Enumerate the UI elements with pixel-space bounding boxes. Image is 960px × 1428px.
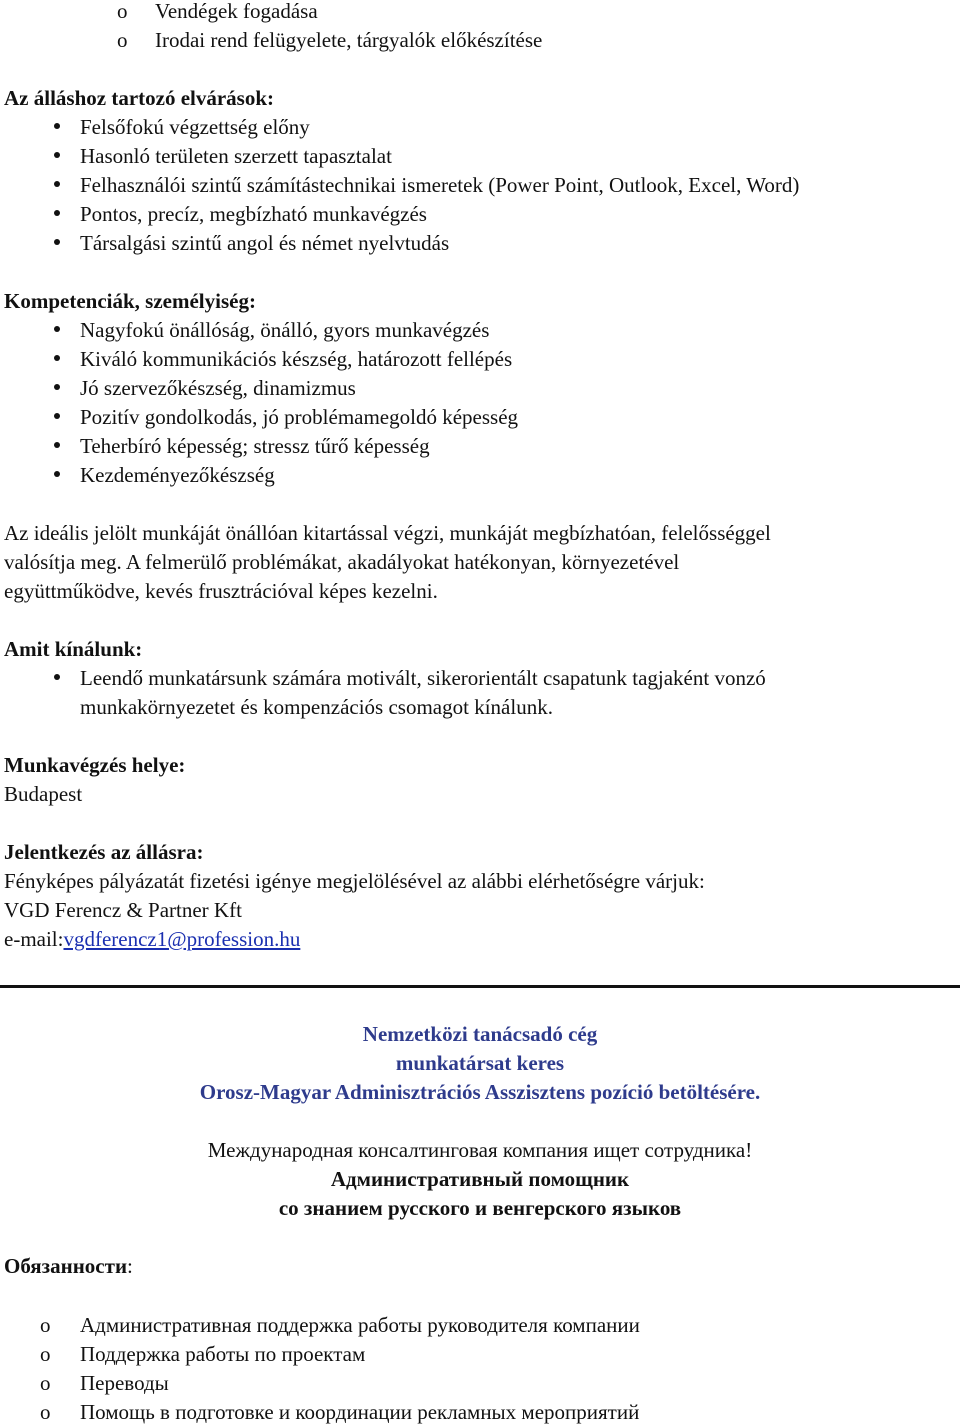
email-label: e-mail: (4, 927, 64, 951)
bullet-icon (54, 413, 60, 419)
paragraph-line: együttműködve, kevés frusztrációval képes kezelni. (4, 579, 438, 603)
list-marker: o (40, 1313, 51, 1337)
bullet-icon (54, 442, 60, 448)
bullet-icon (54, 326, 60, 332)
list-item: Административная поддержка работы руководителя компании (80, 1313, 640, 1337)
apply-heading: Jelentkezés az állásra: (4, 840, 204, 864)
duties-heading: Обязанности (4, 1254, 128, 1278)
list-item: Поддержка работы по проектам (80, 1342, 366, 1366)
ru-intro: Международная консалтинговая компания ищет сотрудника! (207, 1138, 753, 1162)
ad-title-line: munkatársat keres (395, 1051, 565, 1075)
offer-heading: Amit kínálunk: (4, 637, 143, 661)
list-item: Jó szervezőkészség, dinamizmus (80, 376, 356, 400)
company-name: VGD Ferencz & Partner Kft (4, 898, 242, 922)
ad-title-line: Nemzetközi tanácsadó cég (362, 1022, 598, 1046)
location-heading: Munkavégzés helye: (4, 753, 186, 777)
apply-text: Fényképes pályázatát fizetési igénye megjelölésével az alábbi elérhetőségre várjuk: (4, 869, 705, 893)
list-item: Felhasználói szintű számítástechnikai ismeretek (Power Point, Outlook, Excel, Word) (80, 173, 800, 197)
bullet-icon (54, 152, 60, 158)
list-marker: o (40, 1342, 51, 1366)
bullet-icon (54, 239, 60, 245)
list-item: Pontos, precíz, megbízható munkavégzés (80, 202, 427, 226)
bullet-icon (54, 384, 60, 390)
requirements-heading: Az álláshoz tartozó elvárások: (4, 86, 275, 110)
bullet-icon (54, 123, 60, 129)
list-marker: o (117, 28, 128, 52)
list-marker: o (117, 0, 128, 23)
bullet-icon (54, 210, 60, 216)
divider (0, 985, 960, 988)
duties-colon: : (127, 1254, 133, 1278)
list-marker: o (40, 1371, 51, 1395)
ru-position: Административный помощник (330, 1167, 630, 1191)
list-item: Leendő munkatársunk számára motivált, sikerorientált csapatunk tagjaként vonzó (80, 666, 766, 690)
list-item-continuation: munkakörnyezetet és kompenzációs csomagot kínálunk. (80, 695, 553, 719)
list-item: Hasonló területen szerzett tapasztalat (80, 144, 392, 168)
location-value: Budapest (4, 782, 83, 806)
list-item: Переводы (80, 1371, 169, 1395)
list-marker: o (40, 1400, 51, 1424)
list-item: Felsőfokú végzettség előny (80, 115, 310, 139)
list-item: Társalgási szintű angol és német nyelvtudás (80, 231, 450, 255)
ru-requirement: со знанием русского и венгерского языков (278, 1196, 682, 1220)
competencies-heading: Kompetenciák, személyiség: (4, 289, 256, 313)
list-item: Nagyfokú önállóság, önálló, gyors munkavégzés (80, 318, 490, 342)
paragraph-line: Az ideális jelölt munkáját önállóan kitartással végzi, munkáját megbízhatóan, felelősséggel (4, 521, 771, 545)
ad-title-line: Orosz-Magyar Adminisztrációs Asszisztens pozíció betöltésére. (199, 1080, 761, 1104)
list-item: Vendégek fogadása (155, 0, 318, 23)
list-item: Помощь в подготовке и координации рекламных мероприятий (80, 1400, 640, 1424)
bullet-icon (54, 674, 60, 680)
list-item: Kezdeményezőkészség (80, 463, 275, 487)
email-link[interactable]: vgdferencz1@profession.hu (63, 927, 301, 951)
email-line (4, 925, 300, 954)
paragraph-line: valósítja meg. A felmerülő problémákat, akadályokat hatékonyan, környezetével (4, 550, 680, 574)
list-item: Kiváló kommunikációs készség, határozott fellépés (80, 347, 513, 371)
bullet-icon (54, 471, 60, 477)
list-item: Teherbíró képesség; stressz tűrő képesség (80, 434, 430, 458)
bullet-icon (54, 181, 60, 187)
list-item: Irodai rend felügyelete, tárgyalók előkészítése (155, 28, 543, 52)
bullet-icon (54, 355, 60, 361)
list-item: Pozitív gondolkodás, jó problémamegoldó képesség (80, 405, 519, 429)
duties-heading-line (4, 1252, 133, 1281)
